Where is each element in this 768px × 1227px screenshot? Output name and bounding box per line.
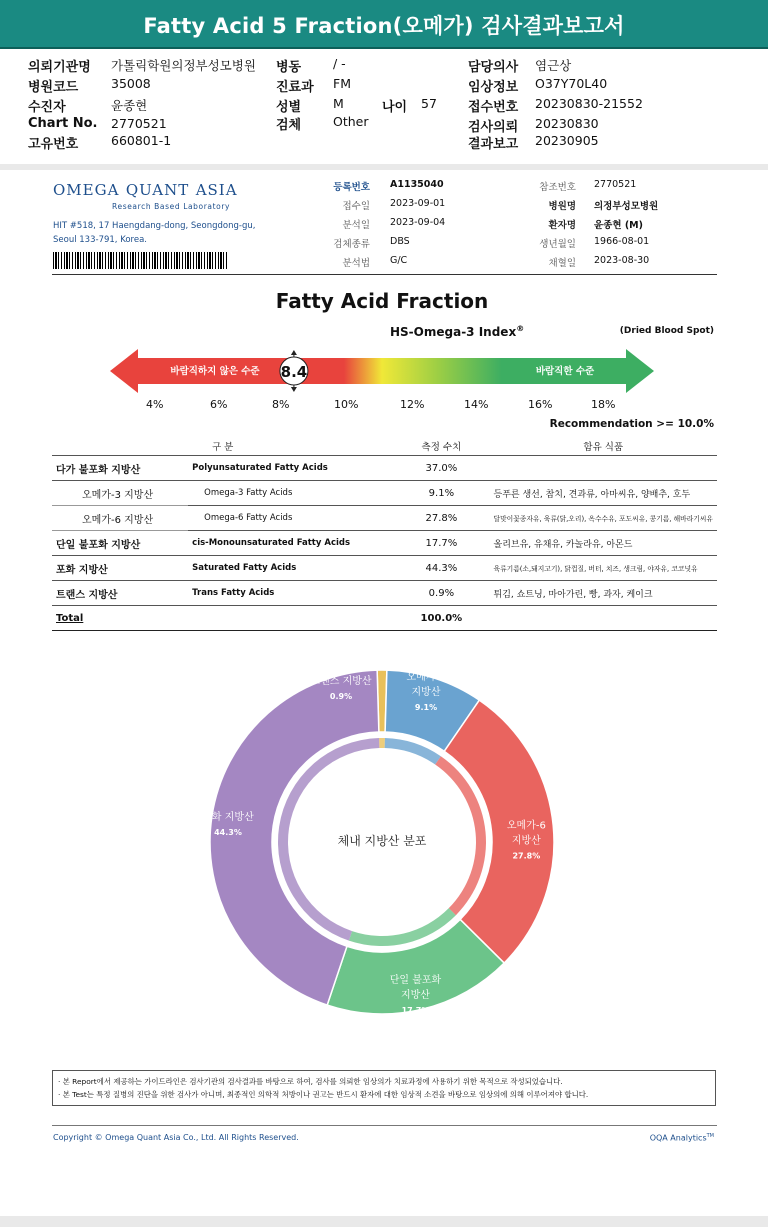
- gauge-bad-label: 바람직하지 않은 수준: [170, 366, 260, 377]
- row-value: 9.1%: [393, 481, 489, 506]
- row-kr: 트랜스 지방산: [52, 581, 188, 606]
- chart-value: 2770521: [111, 116, 167, 131]
- slice-name: 포화 지방산: [202, 812, 254, 823]
- pat-label: 환자명: [548, 220, 576, 231]
- row-kr: Total: [52, 606, 188, 631]
- tick-label: 6%: [210, 398, 228, 411]
- ward-label: 병동: [276, 60, 302, 75]
- method-label: 분석법: [342, 258, 370, 269]
- slice-value: 9.1%: [414, 703, 438, 712]
- recommendation: Recommendation >= 10.0%: [549, 418, 714, 430]
- spec-value: DBS: [390, 236, 410, 247]
- barcode: [53, 252, 229, 269]
- row-food: 달맞이꽃종자유, 육류(닭,오리), 옥수수유, 포도씨유, 콩기름, 해바라기씨유: [490, 506, 717, 531]
- tick-label: 14%: [464, 398, 489, 411]
- doctor-value: 염근상: [535, 58, 572, 73]
- dob-label: 생년월일: [539, 239, 576, 250]
- patient-value: 윤종현: [111, 98, 148, 113]
- col-header-food: 함유 식품: [490, 436, 717, 456]
- specimen-label: 검체: [276, 118, 302, 133]
- slice-name: 지방산: [511, 835, 541, 847]
- request-value: 20230830: [535, 116, 599, 131]
- ref-value: 2770521: [594, 179, 637, 190]
- reg-label: 등록번호: [333, 182, 370, 193]
- report-value: 20230905: [535, 133, 599, 148]
- col-header-category: 구 분: [52, 436, 393, 456]
- tick-label: 16%: [528, 398, 553, 411]
- method-value: G/C: [390, 255, 408, 266]
- row-en: Omega-3 Fatty Acids: [188, 481, 393, 506]
- clinical-value: O37Y70L40: [535, 76, 608, 91]
- tick-label: 10%: [334, 398, 359, 411]
- patient-label: 수진자: [28, 100, 66, 115]
- tick-label: 4%: [146, 398, 164, 411]
- row-en: [188, 606, 393, 631]
- fatty-acid-donut-chart: [200, 660, 564, 1040]
- table-row: [52, 481, 717, 506]
- row-food: 올리브유, 유채유, 카놀라유, 아몬드: [490, 531, 717, 556]
- footer-divider: [52, 1125, 717, 1126]
- report-title-bar: [0, 0, 768, 49]
- slice-name: 지방산: [411, 687, 441, 698]
- draw-label: 채혈일: [548, 258, 576, 269]
- hosp-label: 병원명: [548, 201, 576, 212]
- specimen-value: Other: [333, 114, 369, 129]
- dept-label: 진료과: [276, 80, 314, 95]
- table-header-row: [52, 436, 717, 456]
- chart-label: Chart No.: [28, 116, 98, 131]
- fatty-acid-title: Fatty Acid Fraction: [275, 289, 489, 313]
- report-title: Fatty Acid 5 Fraction(오메가) 검사결과보고서: [143, 14, 625, 38]
- id-value: 660801-1: [111, 133, 172, 148]
- recv-value: 2023-09-01: [390, 198, 446, 209]
- table-total-row: [52, 606, 717, 631]
- section-divider: [0, 164, 768, 170]
- table-row: [52, 531, 717, 556]
- sample-type: (Dried Blood Spot): [619, 326, 714, 336]
- tick-label: 18%: [591, 398, 616, 411]
- slice-name: 지방산: [400, 990, 430, 1002]
- donut-center-label: 체내 지방산 분포: [337, 834, 427, 848]
- ward-value: / -: [333, 56, 346, 71]
- hosp-value: 의정부성모병원: [594, 201, 659, 212]
- request-label: 검사의뢰: [468, 120, 519, 135]
- row-kr: 다가 불포화 지방산: [52, 456, 188, 481]
- inner-ring-slice: [379, 738, 385, 748]
- row-kr: 오메가-3 지방산: [52, 481, 188, 506]
- dept-value: FM: [333, 76, 351, 91]
- code-value: 35008: [111, 76, 151, 91]
- marker-arrow-down: [291, 387, 297, 392]
- sex-value: M: [333, 96, 344, 111]
- note-line-1: · 본 Report에서 제공하는 가이드라인은 검사기관의 검사결과를 바탕으로 하여, 검사를 의뢰한 임상의가 치료과정에 사용하기 위한 목적으로 작성되었습니다.: [58, 1077, 563, 1086]
- row-value: 100.0%: [393, 606, 489, 631]
- logo-subtitle: Research Based Laboratory: [112, 202, 231, 211]
- gauge-marker: [280, 350, 308, 392]
- meta-divider: [52, 274, 717, 275]
- receipt-label: 접수번호: [468, 100, 519, 115]
- row-en: Omega-6 Fatty Acids: [188, 506, 393, 531]
- index-name: HS-Omega-3 Index®: [390, 324, 525, 339]
- slice-name: 단일 불포화: [389, 975, 442, 987]
- gauge-good-label: 바람직한 수준: [535, 366, 595, 377]
- copyright: Copyright © Omega Quant Asia Co., Ltd. All Rights Reserved.: [53, 1133, 299, 1142]
- slice-name: 오메가-6: [506, 820, 546, 832]
- reg-value: A1135040: [390, 179, 444, 190]
- col-header-value: 측정 수치: [393, 436, 489, 456]
- row-en: cis-Monounsaturated Fatty Acids: [188, 531, 393, 556]
- marker-value: 8.4: [280, 363, 308, 381]
- pat-value: 윤종현 (M): [594, 220, 643, 231]
- row-en: Saturated Fatty Acids: [188, 556, 393, 581]
- slice-label: [507, 818, 546, 860]
- inst-label: 의뢰기관명: [28, 60, 91, 75]
- bottom-divider: [0, 1216, 768, 1227]
- row-food: 튀김, 쇼트닝, 마아가린, 빵, 과자, 케이크: [490, 581, 717, 606]
- inst-value: 가톨릭학원의정부성모병원: [111, 58, 256, 73]
- row-en: Polyunsaturated Fatty Acids: [188, 456, 393, 481]
- sex-label: 성별: [276, 100, 302, 115]
- doctor-label: 담당의사: [468, 60, 519, 75]
- report-notes: [52, 1070, 716, 1106]
- row-value: 0.9%: [393, 581, 489, 606]
- ref-label: 참조번호: [539, 182, 576, 193]
- slice-name: 트랜스 지방산: [310, 676, 372, 687]
- row-kr: 단일 불포화 지방산: [52, 531, 188, 556]
- table-row: [52, 506, 717, 531]
- row-kr: 오메가-6 지방산: [52, 506, 188, 531]
- row-food: 육류기름(소,돼지고기), 닭껍질, 버터, 치즈, 생크림, 야자유, 코코넛유: [490, 556, 717, 581]
- lab-address-2: Seoul 133-791, Korea.: [53, 235, 147, 245]
- table-row: [52, 581, 717, 606]
- row-food: [490, 606, 717, 631]
- id-label: 고유번호: [28, 137, 79, 152]
- anal-value: 2023-09-04: [390, 217, 446, 228]
- row-value: 44.3%: [393, 556, 489, 581]
- age-value: 57: [421, 96, 437, 111]
- age-label: 나이: [382, 100, 408, 115]
- row-value: 17.7%: [393, 531, 489, 556]
- omega-quant-asia-logo: OMEGA QUANT ASIA: [53, 181, 238, 199]
- slice-name: 오메가-3: [406, 672, 446, 683]
- row-food: [490, 456, 717, 481]
- recv-label: 접수일: [342, 201, 370, 212]
- dob-value: 1966-08-01: [594, 236, 650, 247]
- fatty-acid-table: [52, 436, 717, 631]
- anal-label: 분석일: [342, 220, 370, 231]
- row-en: Trans Fatty Acids: [188, 581, 393, 606]
- slice-value: 27.8%: [512, 851, 541, 861]
- brand-mark: OQA Analytics™: [649, 1133, 714, 1143]
- lab-address-1: HIT #518, 17 Haengdang-dong, Seongdong-gu,: [53, 221, 256, 231]
- tick-label: 12%: [400, 398, 425, 411]
- table-row: [52, 556, 717, 581]
- row-value: 27.8%: [393, 506, 489, 531]
- row-kr: 포화 지방산: [52, 556, 188, 581]
- code-label: 병원코드: [28, 80, 79, 95]
- row-value: 37.0%: [393, 456, 489, 481]
- tick-label: 8%: [272, 398, 290, 411]
- slice-value: 0.9%: [329, 692, 353, 701]
- note-line-2: · 본 Test는 특정 질병의 진단을 위한 검사가 아니며, 최종적인 의학적 처방이나 권고는 반드시 환자에 대한 임상적 소견을 바탕으로 임상의에 의해 이루어져야 합니다.: [58, 1090, 589, 1099]
- row-food: 등푸른 생선, 참치, 견과류, 아마씨유, 양배추, 호두: [490, 481, 717, 506]
- slice-value: 44.3%: [214, 828, 242, 837]
- receipt-value: 20230830-21552: [535, 96, 643, 111]
- clinical-label: 임상정보: [468, 80, 519, 95]
- draw-value: 2023-08-30: [594, 255, 650, 266]
- table-row: [52, 456, 717, 481]
- spec-label: 검체종류: [333, 239, 370, 250]
- omega3-index-gauge: [100, 345, 660, 397]
- marker-arrow-up: [291, 350, 297, 355]
- slice-value: 17.7%: [401, 1006, 430, 1016]
- report-label: 결과보고: [468, 137, 519, 152]
